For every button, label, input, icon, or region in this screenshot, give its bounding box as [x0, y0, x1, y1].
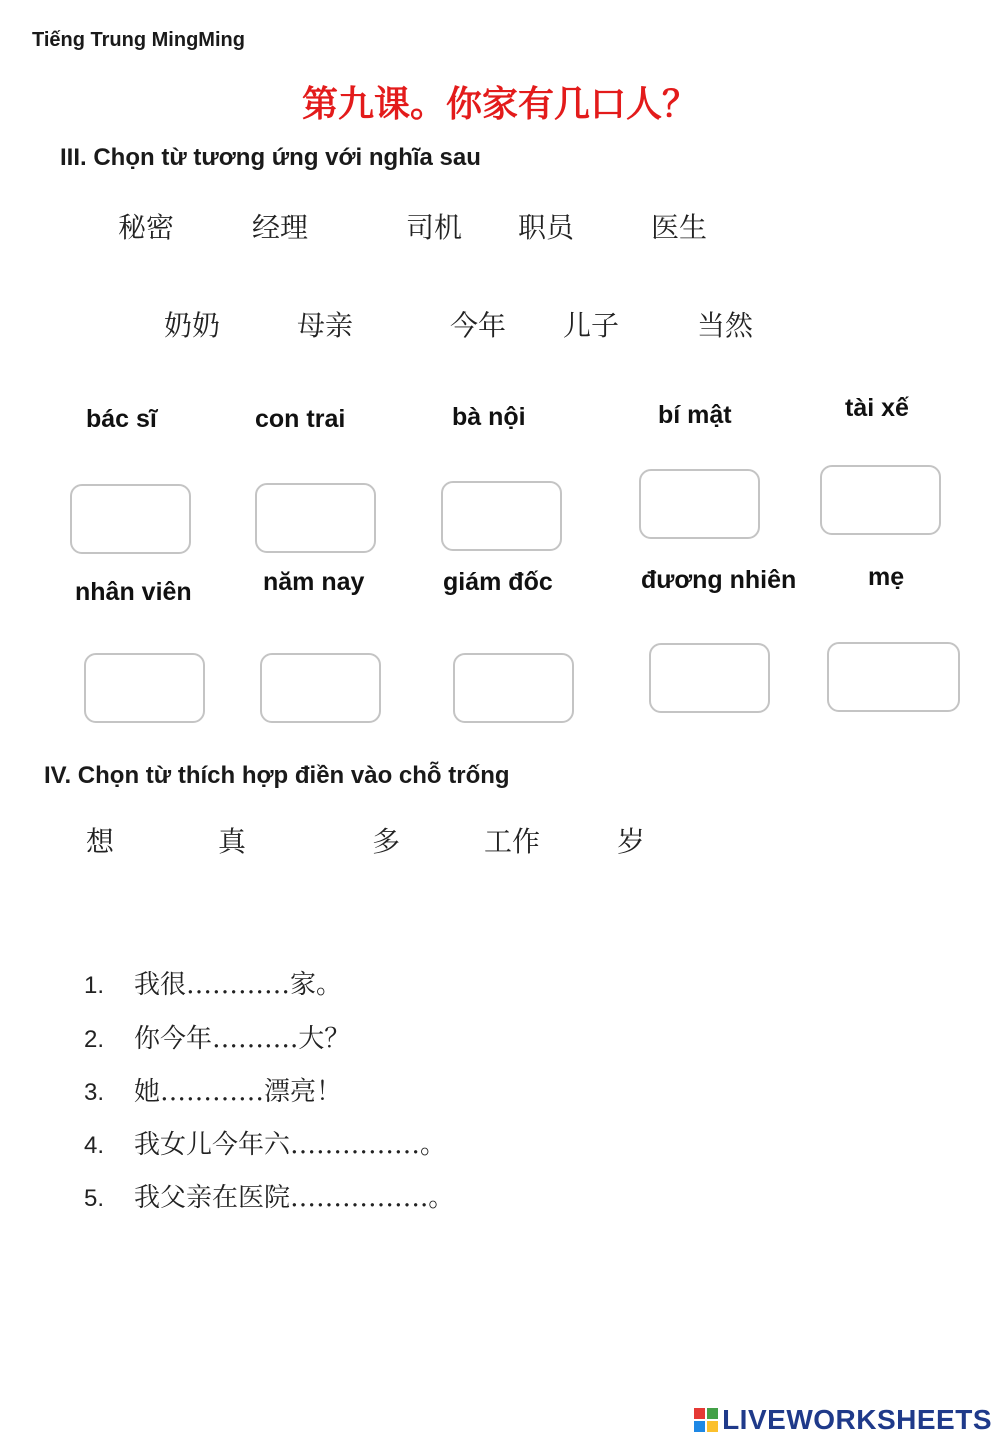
word-bank-item: 今年: [450, 309, 507, 342]
question-number: 2.: [84, 1026, 105, 1053]
answer-box[interactable]: [820, 465, 941, 535]
word-bank-item: 奶奶: [164, 309, 221, 342]
question-item: [84, 1018, 350, 1055]
meaning-label: mẹ: [868, 563, 905, 591]
question-item: [84, 1124, 446, 1161]
word-bank-item: 当然: [697, 309, 754, 342]
question-text[interactable]: 我女儿今年六……………。: [134, 1130, 447, 1160]
question-number: 4.: [84, 1132, 105, 1159]
section-3-heading: III. Chọn từ tương ứng với nghĩa sau: [60, 144, 481, 171]
word-bank-item: 司机: [406, 211, 463, 244]
word-bank-item: 母亲: [297, 309, 354, 342]
word-bank-item: 医生: [651, 211, 708, 244]
lesson-title: 第九课。你家有几口人？: [301, 83, 698, 125]
question-number: 1.: [84, 972, 105, 999]
meaning-label: con trai: [255, 405, 346, 433]
meaning-label: đương nhiên: [641, 566, 797, 594]
logo-square-green: [707, 1408, 718, 1419]
answer-box[interactable]: [453, 653, 574, 723]
meaning-label: năm nay: [263, 568, 365, 596]
word-bank-item: 岁: [617, 825, 646, 858]
answer-box[interactable]: [827, 642, 960, 712]
word-bank-item: 想: [86, 825, 115, 858]
question-item: [84, 964, 342, 1001]
word-bank-item: 秘密: [118, 211, 175, 244]
answer-box[interactable]: [84, 653, 205, 723]
question-text[interactable]: 我父亲在医院…………….。: [134, 1183, 455, 1213]
logo-text: LIVEWORKSHEETS: [722, 1404, 992, 1435]
answer-box[interactable]: [649, 643, 770, 713]
word-bank-item: 经理: [252, 211, 309, 244]
answer-box[interactable]: [441, 481, 562, 551]
word-bank-item: 真: [218, 825, 247, 858]
question-number: 5.: [84, 1185, 105, 1212]
meaning-label: bà nội: [452, 403, 526, 431]
meaning-label: bác sĩ: [86, 405, 157, 433]
logo-square-red: [694, 1408, 705, 1419]
brand-label: Tiếng Trung MingMing: [32, 29, 245, 51]
section-4-heading: IV. Chọn từ thích hợp điền vào chỗ trống: [44, 762, 510, 789]
meaning-label: nhân viên: [75, 578, 192, 606]
meaning-label: giám đốc: [443, 568, 553, 596]
word-bank-item: 工作: [484, 825, 541, 858]
word-bank-item: 职员: [518, 211, 575, 244]
word-bank-item: 多: [372, 825, 401, 858]
question-text[interactable]: 我很…………家。: [134, 970, 343, 1000]
answer-box[interactable]: [70, 484, 191, 554]
meaning-label: bí mật: [658, 401, 732, 429]
question-text[interactable]: 她…………漂亮！: [134, 1077, 343, 1107]
answer-box[interactable]: [260, 653, 381, 723]
logo-square-yellow: [707, 1421, 718, 1432]
liveworksheets-logo-icon: [694, 1408, 718, 1432]
question-item: [84, 1071, 342, 1108]
liveworksheets-logo: [694, 1404, 992, 1436]
word-bank-item: 儿子: [563, 309, 620, 342]
answer-box[interactable]: [639, 469, 760, 539]
question-item: [84, 1177, 454, 1214]
question-text[interactable]: 你今年……….大？: [134, 1024, 351, 1054]
meaning-label: tài xế: [845, 394, 909, 422]
question-number: 3.: [84, 1079, 105, 1106]
logo-square-blue: [694, 1421, 705, 1432]
answer-box[interactable]: [255, 483, 376, 553]
